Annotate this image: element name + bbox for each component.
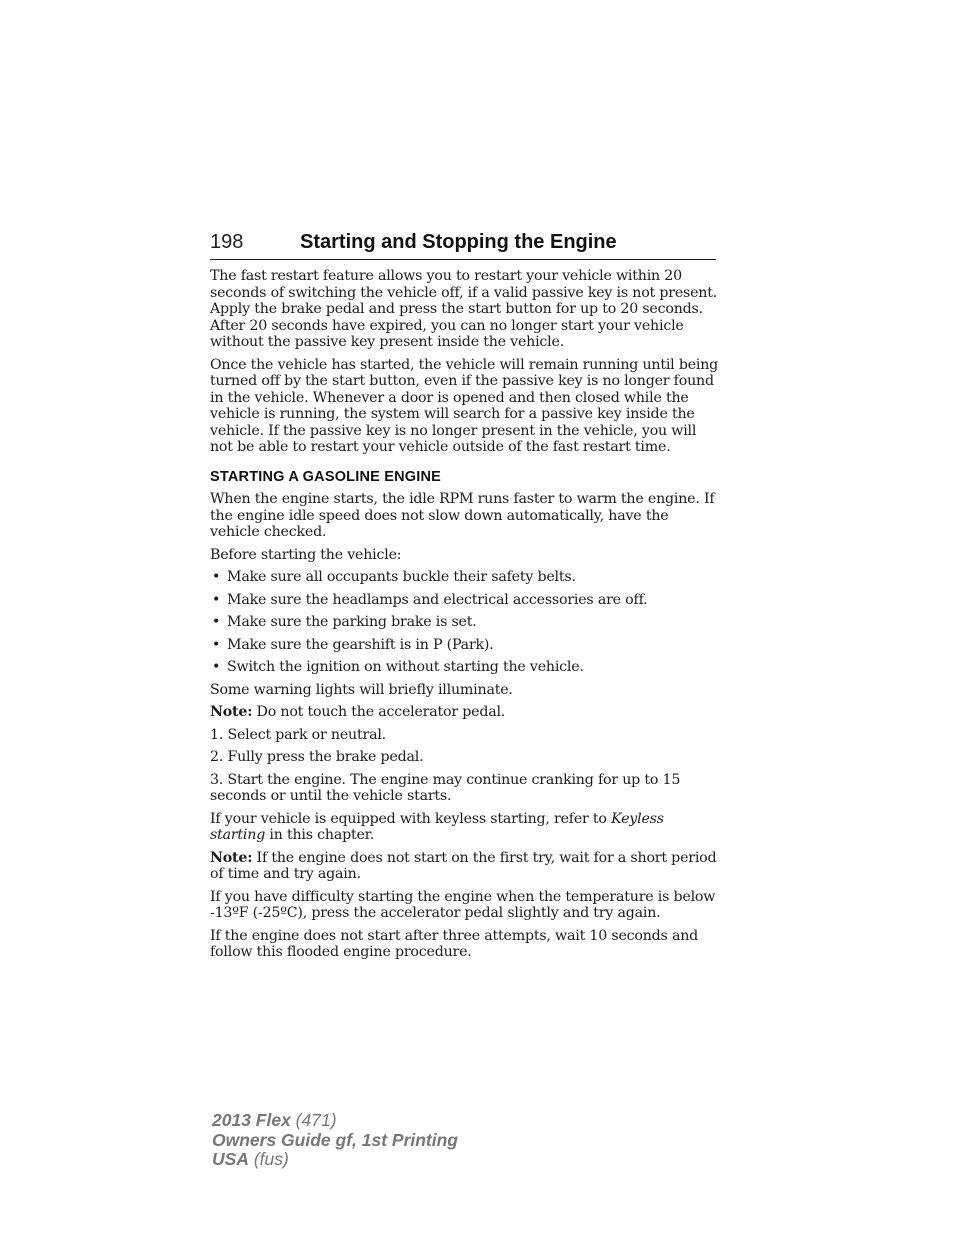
note-text: Do not touch the accelerator pedal. xyxy=(252,704,506,720)
paragraph-idle-rpm: When the engine starts, the idle RPM runs faster to warm the engine. If the engine idle speed does not slow down automatically, have the vehicle checked. xyxy=(210,491,715,540)
keyless-starting-reference: Keyless starting xyxy=(210,810,664,843)
footer-market: USA xyxy=(212,1149,249,1169)
list-item-text: Make sure the headlamps and electrical accessories are off. xyxy=(227,591,648,608)
footer-model-code: (471) xyxy=(290,1110,337,1130)
page-header xyxy=(210,229,716,260)
list-item xyxy=(210,659,720,676)
footer-line-market xyxy=(212,1150,458,1170)
bullet-glyph: • xyxy=(212,636,221,653)
steps-list xyxy=(210,727,720,805)
intro-paragraph-fast-restart: The fast restart feature allows you to restart your vehicle within 20 seconds of switching the vehicle off, if a valid passive key is not present. Apply the brake pedal and press the start button for up to 20 seconds. After 20 seconds have expired, you can no longer start your vehicle without the passive key present inside the vehicle. xyxy=(210,268,718,350)
note-accelerator xyxy=(210,704,720,721)
bullet-glyph: • xyxy=(212,569,221,585)
list-item-text: Switch the ignition on without starting the vehicle. xyxy=(227,659,584,675)
paragraph-flooded: If the engine does not start after three attempts, wait 10 seconds and follow this flooded engine procedure. xyxy=(210,927,699,960)
step-item: 1. Select park or neutral. xyxy=(210,726,386,743)
paragraph-warning-lights: Some warning lights will briefly illuminate. xyxy=(210,681,513,698)
note-label: Note: xyxy=(210,849,253,866)
list-item xyxy=(210,637,720,654)
paragraph-before-starting: Before starting the vehicle: xyxy=(210,546,402,563)
note-first-try xyxy=(210,850,720,883)
note-label: Note: xyxy=(210,704,253,720)
keyless-text-post: in this chapter. xyxy=(265,827,375,843)
page-content xyxy=(210,268,720,967)
list-item xyxy=(210,569,720,586)
step-item: 2. Fully press the brake pedal. xyxy=(210,749,424,765)
keyless-text-pre: If your vehicle is equipped with keyless starting, refer to xyxy=(210,810,612,827)
footer-market-code: (fus) xyxy=(248,1149,289,1169)
page-footer xyxy=(212,1111,458,1170)
checklist xyxy=(210,569,720,676)
list-item-text: Make sure the gearshift is in P (Park). xyxy=(227,636,494,653)
paragraph-cold-start: If you have difficulty starting the engine when the temperature is below -13ºF (-25ºC), press the accelerator pedal slightly and try again. xyxy=(210,888,716,921)
footer-line-model xyxy=(212,1111,458,1131)
list-item-text: Make sure the parking brake is set. xyxy=(227,614,477,630)
page-title: Starting and Stopping the Engine xyxy=(300,231,617,253)
list-item xyxy=(210,614,720,631)
list-item-text: Make sure all occupants buckle their safety belts. xyxy=(227,569,576,585)
paragraph-keyless xyxy=(210,811,720,844)
section-heading: STARTING A GASOLINE ENGINE xyxy=(210,468,442,485)
bullet-glyph: • xyxy=(212,659,221,675)
list-item xyxy=(210,592,720,609)
footer-line-guide: Owners Guide gf, 1st Printing xyxy=(212,1129,458,1150)
note-text: If the engine does not start on the first try, wait for a short period of time and try again. xyxy=(210,849,717,882)
step-item: 3. Start the engine. The engine may continue cranking for up to 15 seconds or until the vehicle starts. xyxy=(210,771,681,804)
intro-paragraph-running: Once the vehicle has started, the vehicle will remain running until being turned off by the start button, even if the passive key is no longer found in the vehicle. Whenever a door is opened and then closed while the vehicle is running, the system will search for a passive key inside the vehicle. If the passive key is no longer present in the vehicle, you will not be able to restart your vehicle outside of the fast restart time. xyxy=(210,356,719,455)
bullet-glyph: • xyxy=(212,614,221,630)
footer-model: 2013 Flex xyxy=(212,1110,291,1130)
bullet-glyph: • xyxy=(212,591,221,608)
page-number: 198 xyxy=(210,231,244,253)
